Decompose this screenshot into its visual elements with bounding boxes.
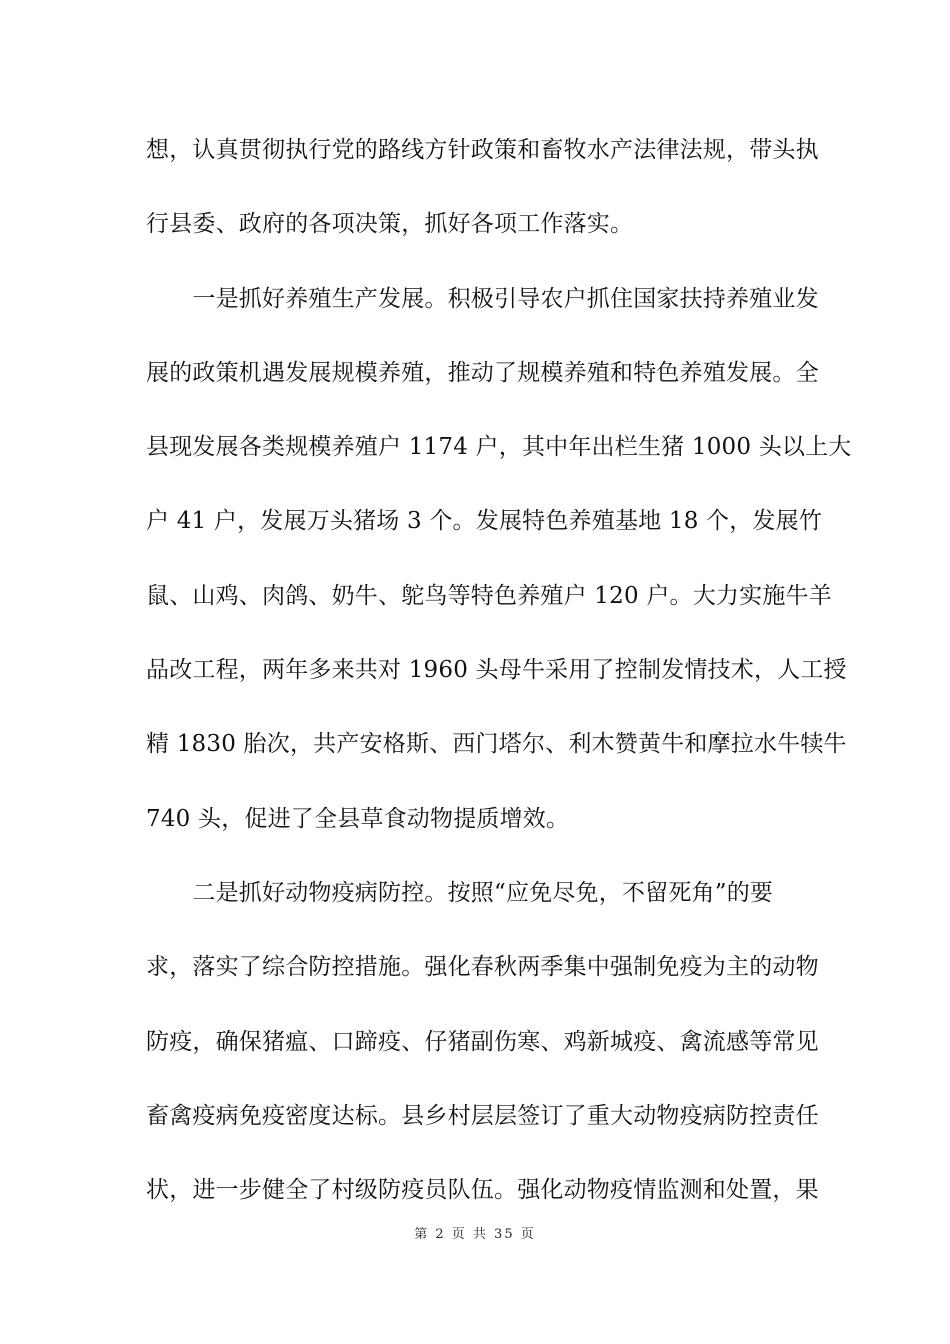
text-line: 想，认真贯彻执行党的路线方针政策和畜牧水产法律法规，带头执 — [146, 137, 819, 163]
text-line: 防疫，确保猪瘟、口蹄疫、仔猪副伤寒、鸡新城疫、禽流感等常见 — [146, 1028, 819, 1055]
text-line: 品改工程，两年多来共对 1960 头母牛采用了控制发情技术，人工授 — [146, 657, 847, 684]
text-line: 状，进一步健全了村级防疫员队伍。强化动物疫情监测和处置，果 — [146, 1177, 819, 1204]
text-line: 户 41 户，发展万头猪场 3 个。发展特色养殖基地 18 个，发展竹 — [146, 508, 823, 535]
text-line: 二是抓好动物疫病防控。按照“应免尽免，不留死角”的要 — [146, 879, 774, 906]
text-line: 展的政策机遇发展规模养殖，推动了规模养殖和特色养殖发展。全 — [146, 359, 819, 386]
text-line: 行县委、政府的各项决策，抓好各项工作落实。 — [146, 211, 634, 238]
text-line: 740 头，促进了全县草食动物提质增效。 — [146, 805, 570, 832]
text-line: 畜禽疫病免疫密度达标。县乡村层层签订了重大动物疫病防控责任 — [146, 1102, 819, 1129]
text-line: 精 1830 胎次，共产安格斯、西门塔尔、利木赞黄牛和摩拉水牛犊牛 — [146, 731, 847, 758]
text-line: 鼠、山鸡、肉鸽、奶牛、鸵鸟等特色养殖户 120 户。大力实施牛羊 — [146, 582, 832, 609]
text-line: 县现发展各类规模养殖户 1174 户，其中年出栏生猪 1000 头以上大 — [146, 434, 852, 461]
page-number-footer: 第 2 页 共 35 页 — [414, 1227, 536, 1242]
text-line: 求，落实了综合防控措施。强化春秋两季集中强制免疫为主的动物 — [146, 954, 819, 981]
body-text — [146, 128, 852, 1242]
text-line: 一是抓好养殖生产发展。积极引导农户抓住国家扶持养殖业发 — [146, 285, 819, 312]
